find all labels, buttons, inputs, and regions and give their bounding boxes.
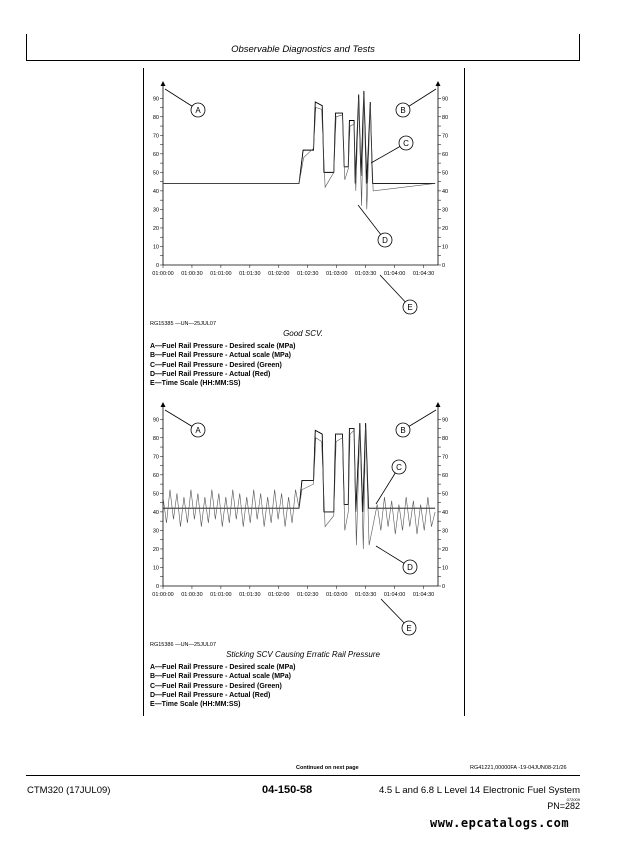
figure-legend xyxy=(150,342,296,388)
legend-item: B—Fuel Rail Pressure - Actual scale (MPa) xyxy=(150,352,291,360)
y-tick-label: 0 xyxy=(155,584,159,590)
legend-item: D—Fuel Rail Pressure - Actual (Red) xyxy=(150,691,271,699)
page-number: 04-150-58 xyxy=(262,784,313,796)
legend-item: C—Fuel Rail Pressure - Desired (Green) xyxy=(150,361,282,369)
axis-arrow xyxy=(161,402,166,407)
figure-ref-code: RG15385 —UN—25JUL07 xyxy=(150,321,217,327)
y-tick-label: 30 xyxy=(442,528,449,535)
y-tick-label: 80 xyxy=(442,114,449,121)
y-tick-label: 70 xyxy=(152,133,159,140)
y-tick-label: 30 xyxy=(442,207,449,214)
x-tick-label: 01:03:00 xyxy=(325,271,348,277)
y-tick-label: 50 xyxy=(152,170,159,177)
legend-item: A—Fuel Rail Pressure - Desired scale (MPa) xyxy=(150,664,296,671)
x-tick-label: 01:01:30 xyxy=(239,592,261,598)
y-tick-label: 10 xyxy=(152,565,159,572)
axis-arrow xyxy=(436,81,441,86)
series-line-actual xyxy=(163,427,435,549)
watermark-url: www.epcatalogs.com xyxy=(430,816,570,830)
x-tick-label: 01:00:30 xyxy=(181,271,203,277)
y-tick-label: 20 xyxy=(152,546,159,553)
x-tick-label: 01:01:00 xyxy=(210,592,232,598)
chart-good-scv xyxy=(143,75,463,320)
y-tick-label: 0 xyxy=(155,263,159,269)
y-tick-label: 40 xyxy=(152,509,159,516)
pn-number: PN=282 xyxy=(547,801,580,811)
y-tick-label: 40 xyxy=(442,509,449,516)
y-tick-label: 80 xyxy=(152,114,159,121)
y-tick-label: 40 xyxy=(442,188,449,195)
x-tick-label: 01:03:30 xyxy=(354,271,377,277)
callout-letter: E xyxy=(406,624,412,633)
chart-sticking-scv xyxy=(143,396,463,641)
callout-letter: C xyxy=(396,463,402,472)
x-tick-label: 01:04:30 xyxy=(412,592,435,598)
figure-ref-code: RG15386 —UN—25JUL07 xyxy=(150,642,217,648)
callout-letter: D xyxy=(407,563,413,572)
footer-rule xyxy=(26,775,580,776)
y-tick-label: 20 xyxy=(442,546,449,553)
legend-item: C—Fuel Rail Pressure - Desired (Green) xyxy=(150,682,282,690)
manual-title: 4.5 L and 6.8 L Level 14 Electronic Fuel System xyxy=(378,785,580,796)
header-rule xyxy=(26,60,580,61)
callout-letter: B xyxy=(400,426,406,435)
figure-caption: Good SCV. xyxy=(283,329,323,338)
y-tick-label: 60 xyxy=(152,472,159,479)
y-tick-label: 60 xyxy=(442,151,449,158)
y-tick-label: 30 xyxy=(152,528,159,535)
callout-letter: D xyxy=(382,236,388,245)
manual-number: CTM320 (17JUL09) xyxy=(27,785,111,796)
axis-arrow xyxy=(161,81,166,86)
legend-item: A—Fuel Rail Pressure - Desired scale (MPa) xyxy=(150,343,296,350)
x-tick-label: 01:02:00 xyxy=(268,592,290,598)
y-tick-label: 50 xyxy=(152,491,159,498)
y-tick-label: 90 xyxy=(152,417,159,424)
y-tick-label: 10 xyxy=(442,565,449,572)
y-tick-label: 20 xyxy=(152,225,159,232)
axis-arrow xyxy=(436,402,441,407)
series-line-desired xyxy=(163,91,435,184)
y-tick-label: 0 xyxy=(442,263,446,269)
y-tick-label: 10 xyxy=(442,244,449,251)
y-tick-label: 30 xyxy=(152,207,159,214)
legend-item: E—Time Scale (HH:MM:SS) xyxy=(150,701,241,709)
figure-caption: Sticking SCV Causing Erratic Rail Pressure xyxy=(226,650,380,659)
footer-date-code: 072009 xyxy=(566,797,580,802)
figure-legend xyxy=(150,663,296,709)
x-tick-label: 01:02:30 xyxy=(297,592,319,598)
y-tick-label: 50 xyxy=(442,491,449,498)
legend-item: E—Time Scale (HH:MM:SS) xyxy=(150,380,241,388)
x-tick-label: 01:02:30 xyxy=(297,271,319,277)
y-tick-label: 40 xyxy=(152,188,159,195)
y-tick-label: 70 xyxy=(442,454,449,461)
x-tick-label: 01:01:30 xyxy=(239,271,261,277)
callout-letter: E xyxy=(407,303,413,312)
x-tick-label: 01:03:00 xyxy=(325,592,348,598)
y-tick-label: 60 xyxy=(442,472,449,479)
y-tick-label: 70 xyxy=(152,454,159,461)
x-tick-label: 01:02:00 xyxy=(268,271,290,277)
callout-letter: A xyxy=(195,426,201,435)
x-tick-label: 01:04:00 xyxy=(383,592,406,598)
y-tick-label: 80 xyxy=(152,435,159,442)
y-tick-label: 0 xyxy=(442,584,446,590)
continued-note: Continued on next page xyxy=(296,765,359,771)
y-tick-label: 90 xyxy=(152,96,159,103)
rg-code: RG41221,00000FA -19-04JUN08-21/26 xyxy=(470,765,567,771)
legend-item: B—Fuel Rail Pressure - Actual scale (MPa) xyxy=(150,673,291,681)
page-section-title: Observable Diagnostics and Tests xyxy=(231,44,375,55)
x-tick-label: 01:03:30 xyxy=(354,592,377,598)
y-tick-label: 20 xyxy=(442,225,449,232)
y-tick-label: 10 xyxy=(152,244,159,251)
y-tick-label: 60 xyxy=(152,151,159,158)
y-tick-label: 80 xyxy=(442,435,449,442)
callout-letter: B xyxy=(400,106,406,115)
y-tick-label: 90 xyxy=(442,96,449,103)
callout-letter: C xyxy=(403,139,409,148)
y-tick-label: 50 xyxy=(442,170,449,177)
x-tick-label: 01:04:00 xyxy=(383,271,406,277)
x-tick-label: 01:00:00 xyxy=(152,592,174,598)
x-tick-label: 01:04:30 xyxy=(412,271,435,277)
y-tick-label: 90 xyxy=(442,417,449,424)
x-tick-label: 01:01:00 xyxy=(210,271,232,277)
y-tick-label: 70 xyxy=(442,133,449,140)
callout-letter: A xyxy=(195,106,201,115)
x-tick-label: 01:00:30 xyxy=(181,592,203,598)
legend-item: D—Fuel Rail Pressure - Actual (Red) xyxy=(150,370,271,378)
x-tick-label: 01:00:00 xyxy=(152,271,174,277)
